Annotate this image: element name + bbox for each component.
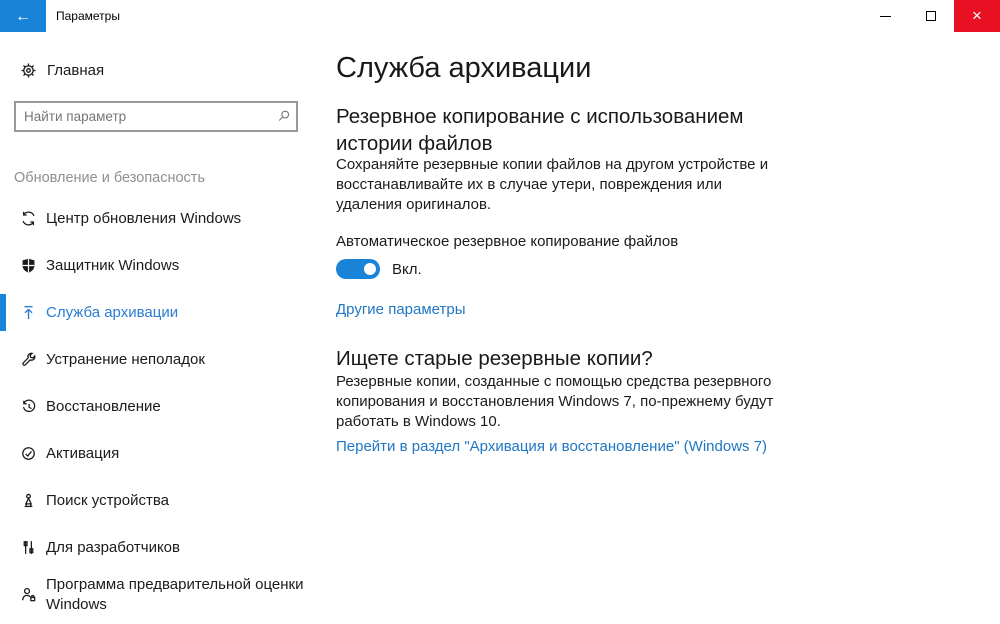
sidebar-nav bbox=[0, 195, 330, 618]
old-backups-heading: Ищете старые резервные копии? bbox=[336, 347, 653, 370]
backup-section-description: Сохраняйте резервные копии файлов на другом устройстве и восстанавливайте их в случае утери, повреждения или удаления оригиналов. bbox=[336, 156, 769, 214]
sidebar-item-label: Восстановление bbox=[46, 397, 161, 415]
back-arrow-icon: ← bbox=[15, 8, 31, 25]
sidebar-item-label: Поиск устройства bbox=[46, 491, 170, 509]
minimize-button[interactable] bbox=[862, 0, 908, 32]
check-circle-icon bbox=[20, 445, 37, 462]
sidebar-item-label: Активация bbox=[46, 444, 120, 462]
sidebar-item-home[interactable] bbox=[20, 58, 104, 82]
sidebar-item-troubleshoot[interactable] bbox=[0, 336, 330, 383]
auto-backup-toggle-label: Автоматическое резервное копирование файлов bbox=[336, 233, 679, 250]
sidebar bbox=[0, 32, 330, 624]
sidebar-section-label: Обновление и безопасность bbox=[14, 170, 205, 186]
sidebar-item-backup[interactable] bbox=[0, 289, 330, 336]
main-content bbox=[336, 32, 1000, 624]
backup-section-heading: Резервное копирование с использованием истории файлов bbox=[336, 105, 744, 156]
toggle-state-text: Вкл. bbox=[392, 261, 422, 278]
history-icon bbox=[20, 398, 37, 415]
sidebar-item-label: Для разработчиков bbox=[46, 538, 180, 556]
window-title: Параметры bbox=[56, 9, 120, 23]
sidebar-item-label: Центр обновления Windows bbox=[46, 209, 242, 227]
sidebar-item-label: Программа предварительной оценки Windows bbox=[46, 576, 304, 613]
auto-backup-toggle[interactable] bbox=[336, 259, 380, 279]
sidebar-item-label: Защитник Windows bbox=[46, 256, 180, 274]
search-box bbox=[14, 101, 298, 132]
sidebar-item-label: Служба архивации bbox=[46, 303, 179, 321]
sidebar-item-recovery[interactable] bbox=[0, 383, 330, 430]
locate-device-icon bbox=[20, 492, 37, 509]
sidebar-item-insider-program[interactable] bbox=[0, 571, 330, 618]
backup-restore-win7-link[interactable]: Перейти в раздел "Архивация и восстановление" (Windows 7) bbox=[336, 438, 768, 455]
page-title: Служба архивации bbox=[336, 52, 592, 84]
sidebar-item-label: Устранение неполадок bbox=[46, 350, 205, 368]
sidebar-item-activation[interactable] bbox=[0, 430, 330, 477]
insider-person-icon bbox=[20, 586, 37, 603]
titlebar bbox=[0, 0, 1000, 32]
minimize-icon bbox=[880, 16, 891, 17]
backup-upload-icon bbox=[20, 304, 37, 321]
sidebar-item-windows-defender[interactable] bbox=[0, 242, 330, 289]
sidebar-item-find-my-device[interactable] bbox=[0, 477, 330, 524]
shield-icon bbox=[20, 257, 37, 274]
gear-icon bbox=[20, 62, 37, 79]
sidebar-item-for-developers[interactable] bbox=[0, 524, 330, 571]
close-icon: × bbox=[972, 6, 982, 25]
close-button[interactable] bbox=[954, 0, 1000, 32]
more-options-link[interactable]: Другие параметры bbox=[336, 301, 466, 318]
search-input[interactable] bbox=[16, 109, 270, 124]
sidebar-item-windows-update[interactable] bbox=[0, 195, 330, 242]
sidebar-item-label: Главная bbox=[47, 61, 105, 79]
search-icon[interactable] bbox=[270, 109, 296, 124]
maximize-icon bbox=[926, 11, 936, 21]
back-button[interactable] bbox=[0, 0, 46, 33]
sync-icon bbox=[20, 210, 37, 227]
toggle-knob bbox=[364, 263, 376, 275]
maximize-button[interactable] bbox=[908, 0, 954, 32]
wrench-icon bbox=[20, 351, 37, 368]
dev-tools-icon bbox=[20, 539, 37, 556]
old-backups-description: Резервные копии, созданные с помощью средства резервного копирования и восстановления Windows 7, по-прежнему будут работать в Windows 10. bbox=[336, 373, 774, 431]
